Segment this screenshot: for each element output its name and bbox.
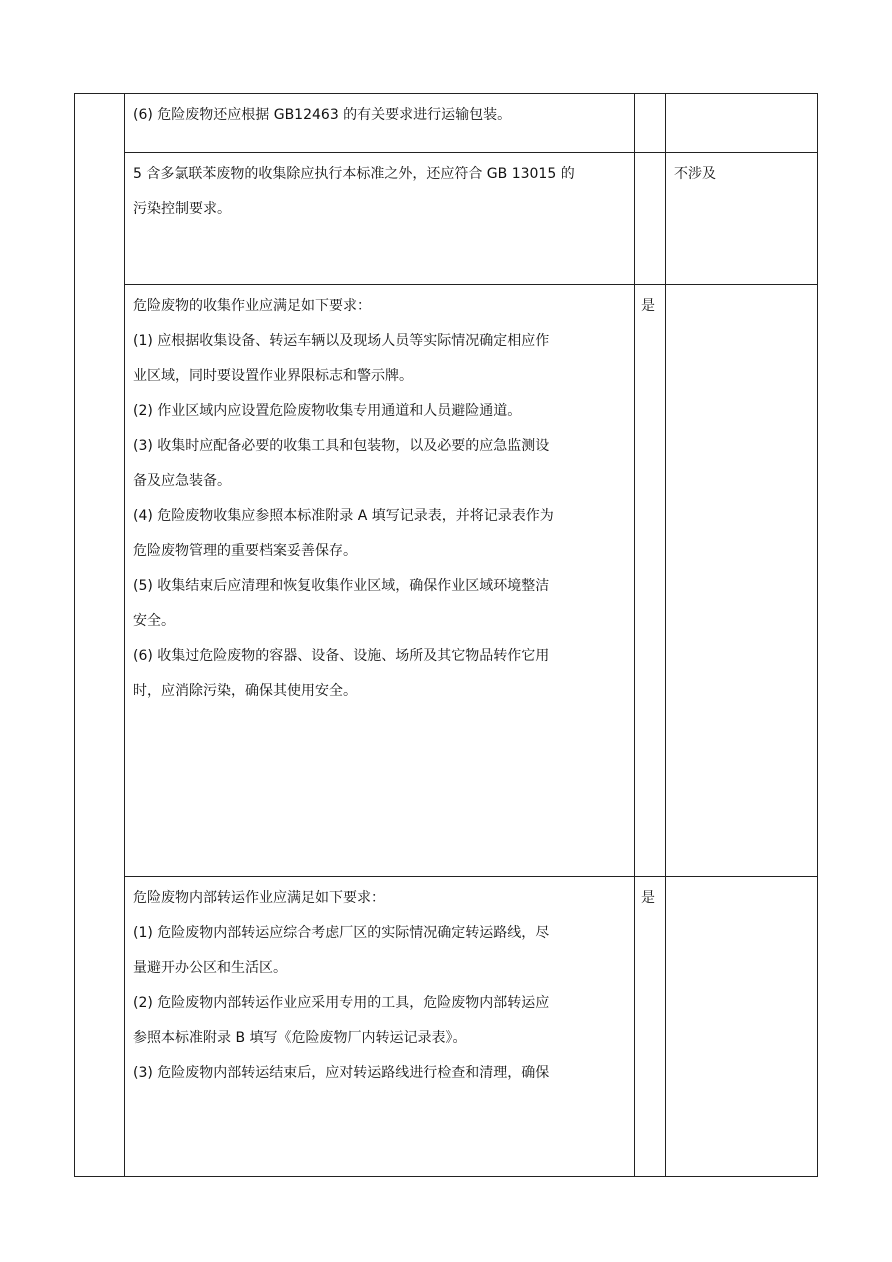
requirement-line: 量避开办公区和生活区。 bbox=[133, 960, 287, 976]
requirement-line: 参照本标准附录 B 填写《危险废物厂内转运记录表》。 bbox=[133, 1030, 467, 1046]
requirement-line: 危险废物内部转运作业应满足如下要求： bbox=[133, 890, 385, 906]
requirement-line: (6) 收集过危险废物的容器、设备、设施、场所及其它物品转作它用 bbox=[133, 648, 550, 664]
requirement-line: (2) 作业区域内应设置危险废物收集专用通道和人员避险通道。 bbox=[133, 403, 522, 419]
compliance-cell bbox=[635, 94, 666, 153]
requirements-table bbox=[74, 93, 818, 1177]
index-column-cell bbox=[75, 94, 125, 1177]
requirement-line: (1) 危险废物内部转运应综合考虑厂区的实际情况确定转运路线，尽 bbox=[133, 925, 550, 941]
requirement-line: 时，应消除污染，确保其使用安全。 bbox=[133, 683, 357, 699]
remark-cell bbox=[666, 285, 818, 877]
table-row bbox=[75, 285, 818, 877]
requirement-line: 危险废物管理的重要档案妥善保存。 bbox=[133, 543, 357, 559]
remark-cell: 不涉及 bbox=[666, 153, 818, 285]
requirement-line: (5) 收集结束后应清理和恢复收集作业区域，确保作业区域环境整洁 bbox=[133, 578, 550, 594]
table-row bbox=[75, 94, 818, 153]
requirement-line: 5 含多氯联苯废物的收集除应执行本标准之外，还应符合 GB 13015 的 bbox=[133, 166, 575, 182]
requirement-line: 安全。 bbox=[133, 613, 175, 629]
table-row bbox=[75, 153, 818, 285]
requirement-line: 危险废物的收集作业应满足如下要求： bbox=[133, 298, 371, 314]
requirement-cell bbox=[125, 285, 635, 877]
compliance-cell bbox=[635, 153, 666, 285]
compliance-cell: 是 bbox=[635, 285, 666, 877]
table-row bbox=[75, 877, 818, 1177]
requirement-line: (1) 应根据收集设备、转运车辆以及现场人员等实际情况确定相应作 bbox=[133, 333, 550, 349]
requirement-line: 业区域，同时要设置作业界限标志和警示牌。 bbox=[133, 368, 413, 384]
requirement-line: 污染控制要求。 bbox=[133, 201, 231, 217]
requirement-cell bbox=[125, 153, 635, 285]
requirement-line: (3) 危险废物内部转运结束后，应对转运路线进行检查和清理，确保 bbox=[133, 1065, 550, 1081]
remark-cell bbox=[666, 877, 818, 1177]
compliance-cell: 是 bbox=[635, 877, 666, 1177]
requirement-line: 备及应急装备。 bbox=[133, 473, 231, 489]
requirement-cell bbox=[125, 877, 635, 1177]
requirement-line: (2) 危险废物内部转运作业应采用专用的工具，危险废物内部转运应 bbox=[133, 995, 550, 1011]
requirement-cell bbox=[125, 94, 635, 153]
requirement-line: (3) 收集时应配备必要的收集工具和包装物，以及必要的应急监测设 bbox=[133, 438, 550, 454]
remark-cell bbox=[666, 94, 818, 153]
requirement-line: (6) 危险废物还应根据 GB12463 的有关要求进行运输包装。 bbox=[133, 107, 512, 123]
requirement-line: (4) 危险废物收集应参照本标准附录 A 填写记录表，并将记录表作为 bbox=[133, 508, 554, 524]
